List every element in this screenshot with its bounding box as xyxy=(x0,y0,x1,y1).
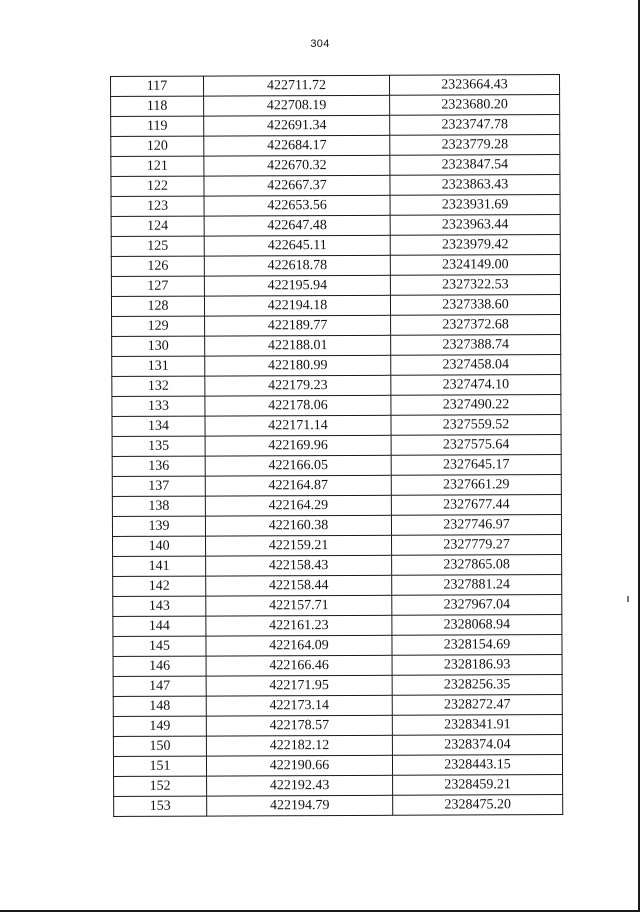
table-row xyxy=(113,535,562,557)
y-coordinate-cell: 2327865.08 xyxy=(392,555,562,576)
x-coordinate-cell: 422708.19 xyxy=(204,95,390,116)
x-coordinate-cell: 422711.72 xyxy=(204,75,390,96)
y-coordinate-cell: 2323747.78 xyxy=(390,115,560,136)
y-coordinate-cell: 2327967.04 xyxy=(392,595,562,616)
y-coordinate-cell: 2323847.54 xyxy=(390,155,560,176)
x-coordinate-cell: 422159.21 xyxy=(206,535,392,556)
x-coordinate-cell: 422160.38 xyxy=(205,515,391,536)
x-coordinate-cell: 422667.37 xyxy=(204,175,390,196)
point-number-cell: 121 xyxy=(111,156,204,176)
point-number-cell: 119 xyxy=(111,116,204,136)
table-row xyxy=(113,655,562,677)
x-coordinate-cell: 422180.99 xyxy=(205,355,391,376)
y-coordinate-cell: 2327881.24 xyxy=(392,575,562,596)
table-row xyxy=(111,195,560,217)
x-coordinate-cell: 422166.05 xyxy=(205,455,391,476)
table-row xyxy=(112,495,561,517)
point-number-cell: 126 xyxy=(111,256,204,276)
point-number-cell: 128 xyxy=(111,296,204,316)
y-coordinate-cell: 2327746.97 xyxy=(391,515,561,536)
y-coordinate-cell: 2328256.35 xyxy=(392,675,562,696)
x-coordinate-cell: 422670.32 xyxy=(204,155,390,176)
x-coordinate-cell: 422166.46 xyxy=(206,655,392,676)
point-number-cell: 141 xyxy=(113,556,206,576)
x-coordinate-cell: 422164.87 xyxy=(205,475,391,496)
x-coordinate-cell: 422194.18 xyxy=(204,295,390,316)
y-coordinate-cell: 2323680.20 xyxy=(390,95,560,116)
y-coordinate-cell: 2328341.91 xyxy=(392,715,562,736)
x-coordinate-cell: 422164.29 xyxy=(205,495,391,516)
point-number-cell: 120 xyxy=(111,136,204,156)
point-number-cell: 140 xyxy=(113,536,206,556)
x-coordinate-cell: 422158.44 xyxy=(206,575,392,596)
x-coordinate-cell: 422192.43 xyxy=(207,775,393,796)
table-row xyxy=(113,575,562,597)
table-row xyxy=(111,215,560,237)
point-number-cell: 153 xyxy=(114,796,207,816)
y-coordinate-cell: 2327490.22 xyxy=(391,395,561,416)
point-number-cell: 127 xyxy=(111,276,204,296)
point-number-cell: 142 xyxy=(113,576,206,596)
point-number-cell: 145 xyxy=(113,636,206,656)
point-number-cell: 125 xyxy=(111,236,204,256)
y-coordinate-cell: 2328068.94 xyxy=(392,615,562,636)
table-row xyxy=(113,755,562,777)
point-number-cell: 124 xyxy=(111,216,204,236)
x-coordinate-cell: 422179.23 xyxy=(205,375,391,396)
point-number-cell: 122 xyxy=(111,176,204,196)
y-coordinate-cell: 2323664.43 xyxy=(389,75,559,96)
point-number-cell: 137 xyxy=(112,476,205,496)
x-coordinate-cell: 422684.17 xyxy=(204,135,390,156)
x-coordinate-cell: 422188.01 xyxy=(205,335,391,356)
x-coordinate-cell: 422194.79 xyxy=(207,795,393,816)
x-coordinate-cell: 422158.43 xyxy=(206,555,392,576)
point-number-cell: 144 xyxy=(113,616,206,636)
point-number-cell: 151 xyxy=(113,756,206,776)
table-body xyxy=(111,75,563,817)
table-row xyxy=(111,95,560,117)
x-coordinate-cell: 422645.11 xyxy=(204,235,390,256)
table-row xyxy=(111,295,560,317)
scan-mark xyxy=(627,596,629,602)
y-coordinate-cell: 2327645.17 xyxy=(391,455,561,476)
table-row xyxy=(113,555,562,577)
x-coordinate-cell: 422647.48 xyxy=(204,215,390,236)
point-number-cell: 135 xyxy=(112,436,205,456)
x-coordinate-cell: 422178.57 xyxy=(206,715,392,736)
y-coordinate-cell: 2328186.93 xyxy=(392,655,562,676)
y-coordinate-cell: 2327677.44 xyxy=(391,495,561,516)
x-coordinate-cell: 422164.09 xyxy=(206,635,392,656)
point-number-cell: 148 xyxy=(113,696,206,716)
point-number-cell: 146 xyxy=(113,656,206,676)
x-coordinate-cell: 422195.94 xyxy=(204,275,390,296)
y-coordinate-cell: 2327575.64 xyxy=(391,435,561,456)
table-row xyxy=(112,415,561,437)
table-row xyxy=(112,315,561,337)
y-coordinate-cell: 2327322.53 xyxy=(390,275,560,296)
table-row xyxy=(112,455,561,477)
coordinate-table xyxy=(110,74,563,817)
x-coordinate-cell: 422169.96 xyxy=(205,435,391,456)
y-coordinate-cell: 2328443.15 xyxy=(392,755,562,776)
table-row xyxy=(111,175,560,197)
point-number-cell: 123 xyxy=(111,196,204,216)
y-coordinate-cell: 2327338.60 xyxy=(390,295,560,316)
x-coordinate-cell: 422691.34 xyxy=(204,115,390,136)
point-number-cell: 138 xyxy=(112,496,205,516)
y-coordinate-cell: 2323963.44 xyxy=(390,215,560,236)
table-row xyxy=(113,695,562,717)
point-number-cell: 149 xyxy=(113,716,206,736)
point-number-cell: 134 xyxy=(112,416,205,436)
x-coordinate-cell: 422171.14 xyxy=(205,415,391,436)
x-coordinate-cell: 422182.12 xyxy=(206,735,392,756)
y-coordinate-cell: 2327458.04 xyxy=(391,355,561,376)
table-row xyxy=(112,355,561,377)
table-row xyxy=(113,635,562,657)
table-row xyxy=(111,155,560,177)
y-coordinate-cell: 2324149.00 xyxy=(390,255,560,276)
point-number-cell: 152 xyxy=(114,776,207,796)
table-row xyxy=(111,275,560,297)
page-number: 304 xyxy=(310,38,330,50)
y-coordinate-cell: 2327388.74 xyxy=(391,335,561,356)
y-coordinate-cell: 2327779.27 xyxy=(392,535,562,556)
table-row xyxy=(113,715,562,737)
table-row xyxy=(113,735,562,757)
point-number-cell: 143 xyxy=(113,596,206,616)
x-coordinate-cell: 422189.77 xyxy=(205,315,391,336)
table-row xyxy=(112,395,561,417)
table-row xyxy=(112,375,561,397)
y-coordinate-cell: 2327559.52 xyxy=(391,415,561,436)
table-row xyxy=(111,75,560,97)
table-row xyxy=(111,135,560,157)
table-row xyxy=(114,795,563,817)
x-coordinate-cell: 422178.06 xyxy=(205,395,391,416)
x-coordinate-cell: 422190.66 xyxy=(206,755,392,776)
table-row xyxy=(112,335,561,357)
x-coordinate-cell: 422618.78 xyxy=(204,255,390,276)
point-number-cell: 130 xyxy=(112,336,205,356)
y-coordinate-cell: 2328272.47 xyxy=(392,695,562,716)
point-number-cell: 131 xyxy=(112,356,205,376)
table-row xyxy=(113,615,562,637)
x-coordinate-cell: 422157.71 xyxy=(206,595,392,616)
table-row xyxy=(112,475,561,497)
y-coordinate-cell: 2327661.29 xyxy=(391,475,561,496)
point-number-cell: 133 xyxy=(112,396,205,416)
point-number-cell: 147 xyxy=(113,676,206,696)
y-coordinate-cell: 2328459.21 xyxy=(393,775,563,796)
x-coordinate-cell: 422161.23 xyxy=(206,615,392,636)
point-number-cell: 129 xyxy=(112,316,205,336)
y-coordinate-cell: 2323979.42 xyxy=(390,235,560,256)
y-coordinate-cell: 2323779.28 xyxy=(390,135,560,156)
x-coordinate-cell: 422173.14 xyxy=(206,695,392,716)
point-number-cell: 118 xyxy=(111,96,204,116)
table-row xyxy=(111,255,560,277)
table-row xyxy=(113,675,562,697)
table-row xyxy=(112,515,561,537)
table-row xyxy=(113,595,562,617)
point-number-cell: 139 xyxy=(112,516,205,536)
table-row xyxy=(112,435,561,457)
table-row xyxy=(111,235,560,257)
point-number-cell: 132 xyxy=(112,376,205,396)
x-coordinate-cell: 422171.95 xyxy=(206,675,392,696)
point-number-cell: 117 xyxy=(111,76,204,96)
y-coordinate-cell: 2328475.20 xyxy=(393,795,563,816)
coordinate-table-container xyxy=(110,74,561,817)
point-number-cell: 150 xyxy=(113,736,206,756)
y-coordinate-cell: 2327372.68 xyxy=(391,315,561,336)
table-row xyxy=(111,115,560,137)
y-coordinate-cell: 2327474.10 xyxy=(391,375,561,396)
table-row xyxy=(114,775,563,797)
y-coordinate-cell: 2328154.69 xyxy=(392,635,562,656)
y-coordinate-cell: 2323863.43 xyxy=(390,175,560,196)
y-coordinate-cell: 2323931.69 xyxy=(390,195,560,216)
point-number-cell: 136 xyxy=(112,456,205,476)
x-coordinate-cell: 422653.56 xyxy=(204,195,390,216)
y-coordinate-cell: 2328374.04 xyxy=(392,735,562,756)
